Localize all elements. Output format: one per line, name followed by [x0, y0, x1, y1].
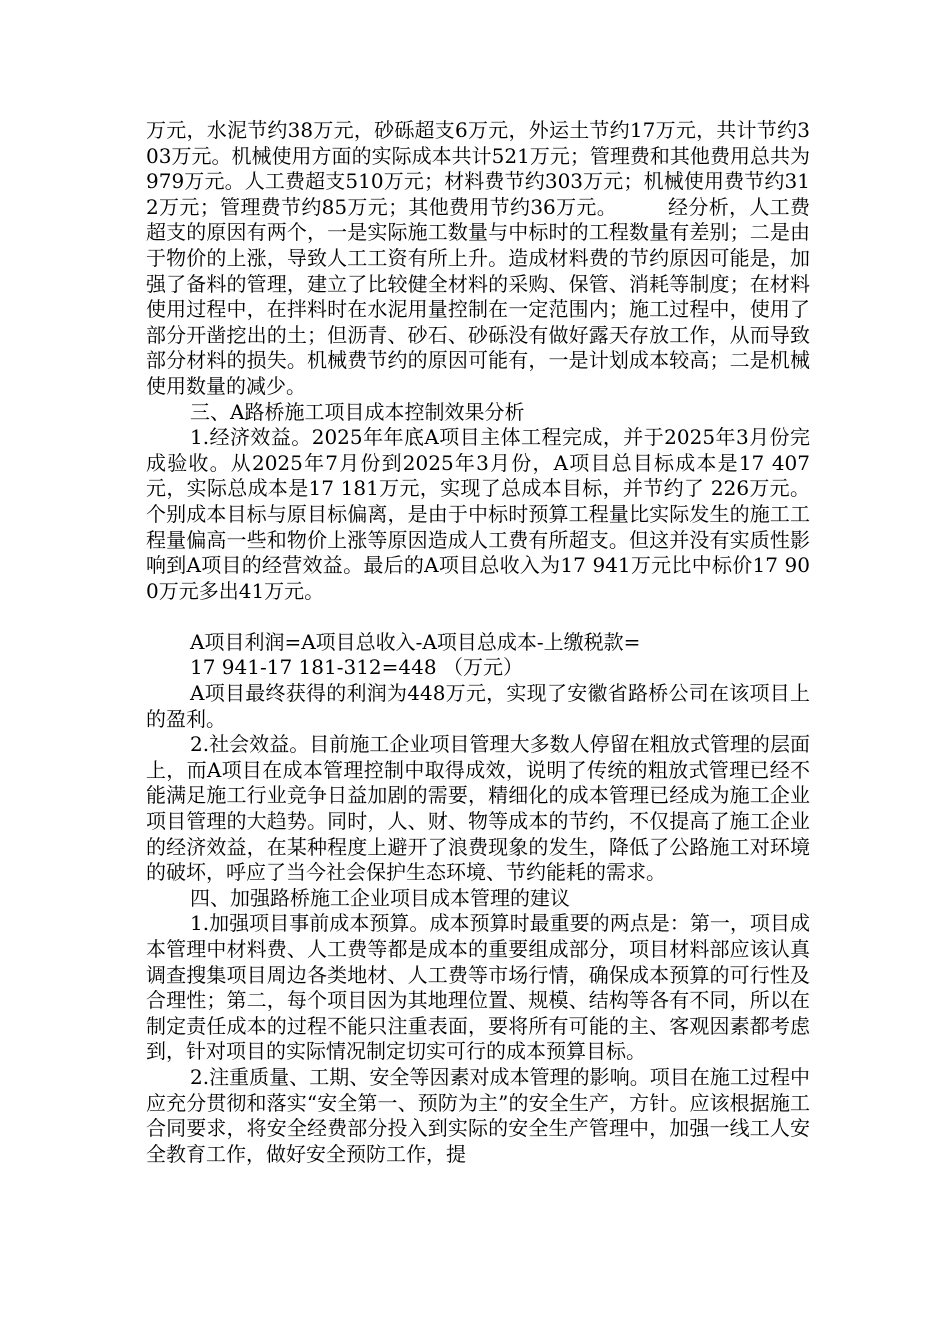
section-heading-4: 四、加强路桥施工企业项目成本管理的建议 — [190, 885, 570, 910]
paragraph-quality-safety: 2.注重质量、工期、安全等因素对成本管理的影响。项目在施工过程中应充分贯彻和落实“安全第一、预防为主”的安全生产，方针。应该根据施工合同要求，将安全经费部分投入到实际的安全生产管理中，加强一线工人安全教育工作，做好安全预防工作，提 — [146, 1064, 810, 1166]
profit-formula-line-2: 17 941-17 181-312=448 （万元） — [190, 655, 523, 680]
document-page — [146, 118, 810, 1167]
paragraph-cost-analysis: 万元，水泥节约38万元，砂砾超支6万元，外运土节约17万元，共计节约303万元。机械使用方面的实际成本共计521万元；管理费和其他费用总共为979万元。人工费超支510万元；材料费节约303万元；机械使用费节约312万元；管理费节约85万元；其他费用节约36万元。 经分析，人工费超支的原因有两个，一是实际施工数量与中标时的工程数量有差别；二是由于物价的上涨，导致人工工资有所上升。造成材料费的节约原因可能是，加强了备料的管理，建立了比较健全材料的采购、保管、消耗等制度；在材料使用过程中，在拌料时在水泥用量控制在一定范围内；施工过程中，使用了部分开凿挖出的土；但沥青、砂石、砂砾没有做好露天存放工作，从而导致部分材料的损失。机械费节约的原因可能有，一是计划成本较高；二是机械使用数量的减少。 — [146, 118, 810, 398]
paragraph-economic-benefit: 1.经济效益。2025年年底A项目主体工程完成，并于2025年3月份完成验收。从2025年7月份到2025年3月份，A项目总目标成本是17 407元，实际总成本是17 181万元，实现了总成本目标，并节约了 226万元。个别成本目标与原目标偏离，是由于中标时预算工程量比实际发生的施工工程量偏高一些和物价上涨等原因造成人工费有所超支。但这并没有实质性影响到A项目的经营效益。最后的A项目总收入为17 941万元比中标价17 900万元多出41万元。 — [146, 425, 810, 603]
profit-formula-line-1: A项目利润=A项目总收入-A项目总成本-上缴税款= — [190, 629, 641, 654]
paragraph-social-benefit: 2.社会效益。目前施工企业项目管理大多数人停留在粗放式管理的层面上，而A项目在成本管理控制中取得成效，说明了传统的粗放式管理已经不能满足施工行业竞争日益加剧的需要，精细化的成本管理已经成为施工企业项目管理的大趋势。同时，人、财、物等成本的节约，不仅提高了施工企业的经济效益，在某种程度上避开了浪费现象的发生，降低了公路施工对环境的破坏，呼应了当今社会保护生态环境、节约能耗的需求。 — [146, 732, 810, 885]
section-heading-3: 三、A路桥施工项目成本控制效果分析 — [190, 399, 525, 424]
paragraph-pre-budget: 1.加强项目事前成本预算。成本预算时最重要的两点是：第一，项目成本管理中材料费、人工费等都是成本的重要组成部分，项目材料部应该认真调查搜集项目周边各类地材、人工费等市场行情，确保成本预算的可行性及合理性；第二，每个项目因为其地理位置、规模、结构等各有不同，所以在制定责任成本的过程不能只注重表面，要将所有可能的主、客观因素都考虑到，针对项目的实际情况制定切实可行的成本预算目标。 — [146, 911, 810, 1064]
paragraph-final-profit: A项目最终获得的利润为448万元，实现了安徽省路桥公司在该项目上的盈利。 — [146, 681, 810, 731]
